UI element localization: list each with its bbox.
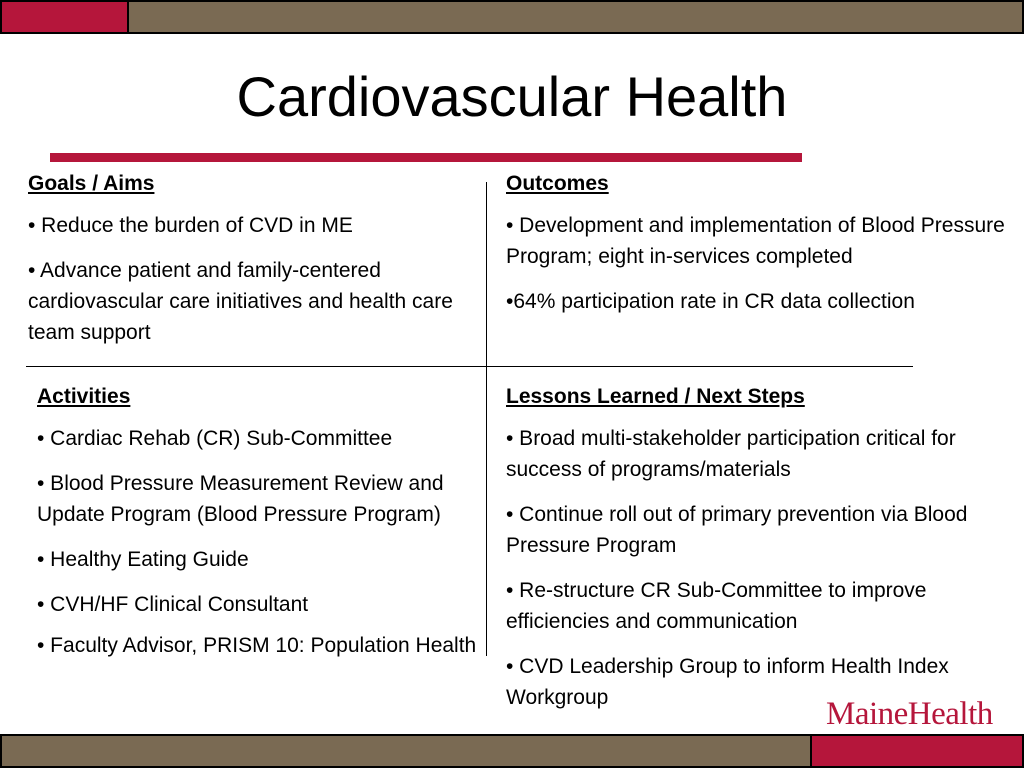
title-underline-rule (50, 153, 802, 162)
goals-item: • Reduce the burden of CVD in ME (28, 214, 353, 237)
goals-heading: Goals / Aims (28, 172, 155, 195)
bottom-brown-bar (0, 734, 812, 768)
activities-item: • Blood Pressure Measurement Review and Update Program (Blood Pressure Program) (37, 472, 444, 526)
top-red-bar (0, 0, 129, 34)
activities-quadrant (37, 385, 487, 672)
lessons-item: • Continue roll out of primary prevention via Blood Pressure Program (506, 503, 968, 557)
horizontal-divider (26, 366, 913, 367)
slide-title: Cardiovascular Health (236, 65, 788, 128)
outcomes-item: • Development and implementation of Blood Pressure Program; eight in-services completed (506, 214, 1005, 268)
outcomes-heading: Outcomes (506, 172, 609, 195)
activities-item: • CVH/HF Clinical Consultant (37, 593, 309, 616)
lessons-item: • Re-structure CR Sub-Committee to improve efficiencies and communication (506, 579, 927, 633)
top-brown-bar (127, 0, 1024, 34)
outcomes-quadrant (506, 172, 1011, 331)
mainehealth-logo: MaineHealth (826, 696, 993, 732)
activities-item: • Faculty Advisor, PRISM 10: Population Health (37, 634, 477, 657)
lessons-heading: Lessons Learned / Next Steps (506, 385, 805, 408)
lessons-quadrant (506, 385, 1011, 727)
lessons-item: • CVD Leadership Group to inform Health Index Workgroup (506, 655, 949, 709)
activities-item: • Cardiac Rehab (CR) Sub-Committee (37, 427, 393, 450)
goals-quadrant (28, 172, 478, 362)
outcomes-item: •64% participation rate in CR data collection (506, 290, 915, 313)
goals-item: • Advance patient and family-centered cardiovascular care initiatives and health care team support (28, 259, 453, 344)
activities-item: • Healthy Eating Guide (37, 548, 249, 571)
lessons-item: • Broad multi-stakeholder participation critical for success of programs/materials (506, 427, 956, 481)
bottom-red-bar (810, 734, 1024, 768)
activities-heading: Activities (37, 385, 131, 408)
